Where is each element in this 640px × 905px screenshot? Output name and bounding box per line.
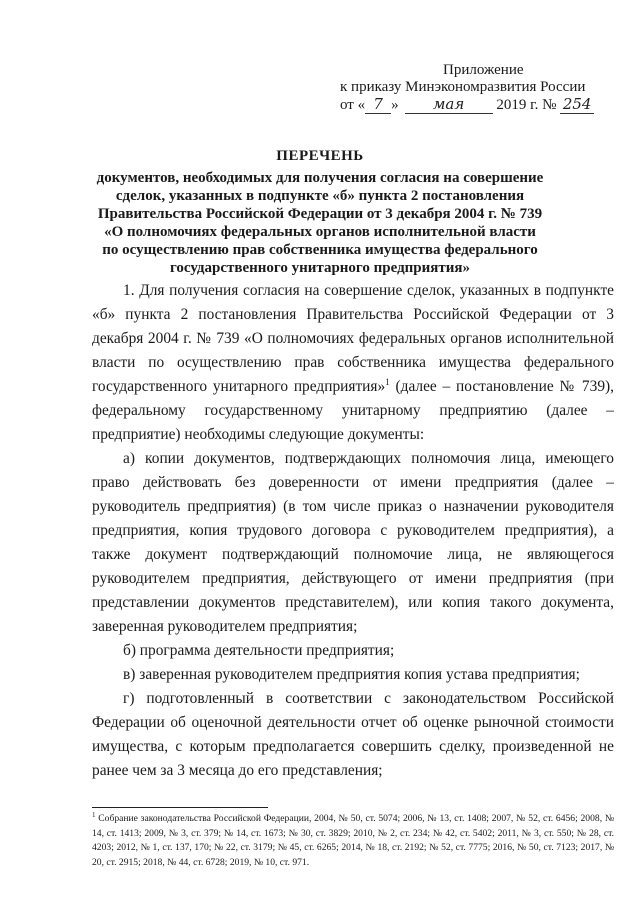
item-g: г) подготовленный в соответствии с законодательством Российской Федерации об оценочной деятельности отчет об оценке рыночной стоимости имущества, с которым предполагается совершить сделку, произведенной не ранее чем за 3 месяца до его представления; [92, 690, 614, 779]
title-line: государственного унитарного предприятия» [169, 260, 471, 276]
footnote-mark: 1 [92, 810, 96, 819]
item-a: а) копии документов, подтверждающих полномочия лица, имеющего право действовать без доверенности от имени предприятия (далее – руководитель предприятия) (в том числе приказ о назначении руководителя предприятия, копия трудового договора с руководителем предприятия), а также документ подтверждающий полномочие лица, не являющегося руководителем предприятия, действующего от имени предприятия (при представлении документов представителем), или копия такого документа, заверенная руководителем предприятия; [92, 450, 614, 635]
appendix-header [340, 62, 630, 114]
title-heading: ПЕРЕЧЕНЬ [276, 148, 364, 164]
title-line: «О полномочиях федеральных органов исполнительной власти [104, 224, 536, 240]
paragraph-1-text: 1. Для получения согласия на совершение сделок, указанных в подпункте «б» пункта 2 постановления Правительства Российской Федерации от 3 декабря 2004 г. № 739 «О полномочиях федеральных органов исполнительной власти по осуществлению прав собственника имущества федерального государственного унитарного предприятия» [92, 282, 614, 395]
document-title [60, 147, 580, 277]
footnote-reference: 1 [385, 376, 390, 387]
title-line: документов, необходимых для получения согласия на совершение [96, 170, 544, 186]
footnote-text: Собрание законодательства Российской Федерации, 2004, № 50, ст. 5074; 2006, № 13, ст. 1408; 2007, № 52, ст. 6456; 2008, № 14, ст. 1413; 2009, № 3, ст. 379; № 14, ст. 1673; № 30, ст. 3829; 2010, № 2, ст. 234; № 42, ст. 5402; 2011, № 3, ст. 550; № 28, ст. 4203; 2012, № 1, ст. 137, 170; № 22, ст. 3179; № 45, ст. 6265; 2014, № 18, ст. 2192; № 52, ст. 7775; 2016, № 50, ст. 7123; 2017, № 20, ст. 2915; 2018, № 44, ст. 6728; 2019, № 10, ст. 971. [92, 813, 614, 868]
appendix-order-reference: к приказу Минэкономразвития России [340, 79, 586, 95]
appendix-date-line [340, 96, 630, 114]
footnote-divider [92, 807, 268, 808]
paragraph-1-text-cont: (далее – постановление № 739), федеральному государственному унитарному предприятию (далее – предприятие) необходимы следующие документы: [92, 378, 614, 443]
document-body [92, 279, 614, 783]
year-number-label: 2019 г. № [496, 97, 557, 113]
footnote [92, 812, 614, 870]
title-line: сделок, указанных в подпункте «б» пункта 2 постановления [115, 188, 525, 204]
close-quote: » [391, 97, 399, 113]
title-line: Правительства Российской Федерации от 3 декабря 2004 г. № 739 [97, 206, 543, 222]
handwritten-order-number: 254 [560, 96, 594, 114]
handwritten-day: 7 [365, 96, 391, 114]
handwritten-month: мая [405, 96, 493, 114]
item-b: б) программа деятельности предприятия; [123, 642, 395, 659]
item-v: в) заверенная руководителем предприятия копия устава предприятия; [123, 666, 580, 683]
paragraph-1 [92, 279, 614, 447]
appendix-label: Приложение [443, 62, 524, 78]
title-line: по осуществлению прав собственника имущества федерального [102, 242, 538, 258]
from-label: от « [340, 97, 366, 113]
